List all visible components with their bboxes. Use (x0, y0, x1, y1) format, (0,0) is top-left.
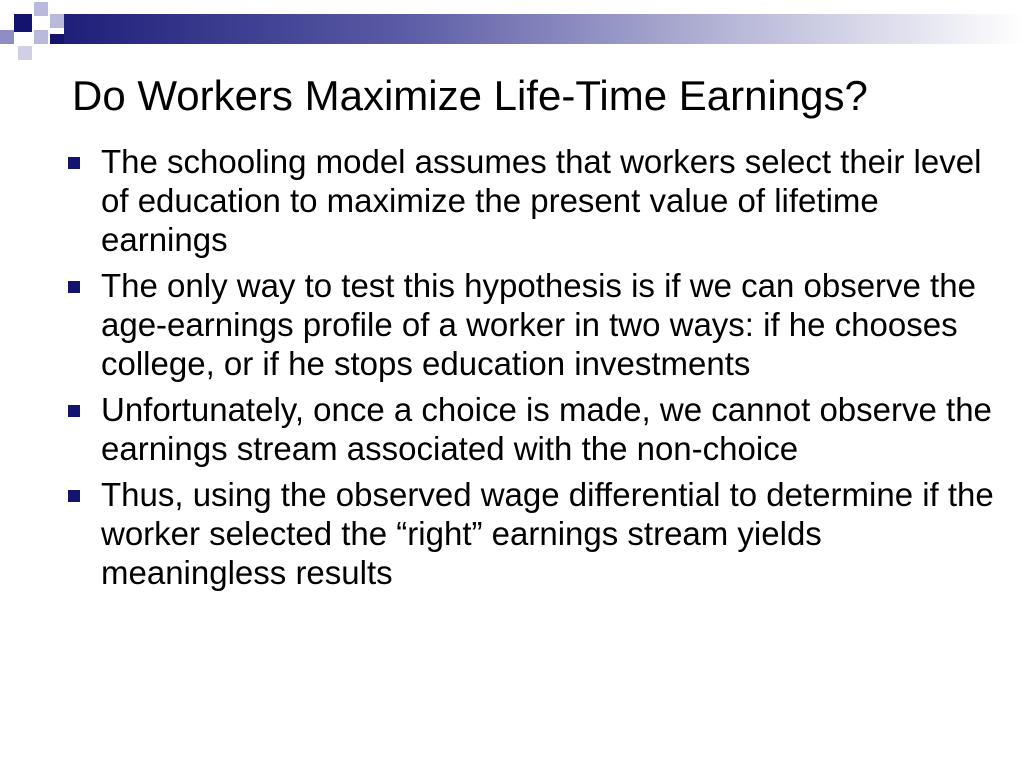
square-bullet-icon (68, 490, 80, 502)
decorative-square (18, 46, 32, 60)
slide-title: Do Workers Maximize Life-Time Earnings? (72, 72, 868, 119)
bullet-item (64, 142, 1004, 259)
bullet-item (64, 475, 1004, 592)
decorative-square (34, 30, 48, 44)
bullet-text: The schooling model assumes that workers select their level of education to maximize the present value of lifetime earnings (101, 143, 982, 258)
square-bullet-icon (68, 405, 80, 417)
header-gradient-bar (64, 14, 1024, 44)
square-bullet-icon (68, 281, 80, 293)
decorative-square (14, 14, 32, 32)
decorative-square (34, 2, 48, 16)
bullet-item (64, 390, 1004, 468)
bullet-text: The only way to test this hypothesis is if we can observe the age-earnings profile of a worker in two ways: if he chooses college, or if he stops education investments (101, 267, 976, 382)
square-bullet-icon (68, 157, 80, 169)
bullet-list (64, 142, 1004, 599)
decorative-square (50, 34, 64, 44)
bullet-text: Thus, using the observed wage differential to determine if the worker selected the “right” earnings stream yields meaningless results (101, 476, 994, 591)
decorative-square (0, 30, 14, 44)
bullet-text: Unfortunately, once a choice is made, we cannot observe the earnings stream associated with the non-choice (101, 391, 992, 467)
decorative-square (50, 14, 64, 28)
bullet-item (64, 266, 1004, 383)
